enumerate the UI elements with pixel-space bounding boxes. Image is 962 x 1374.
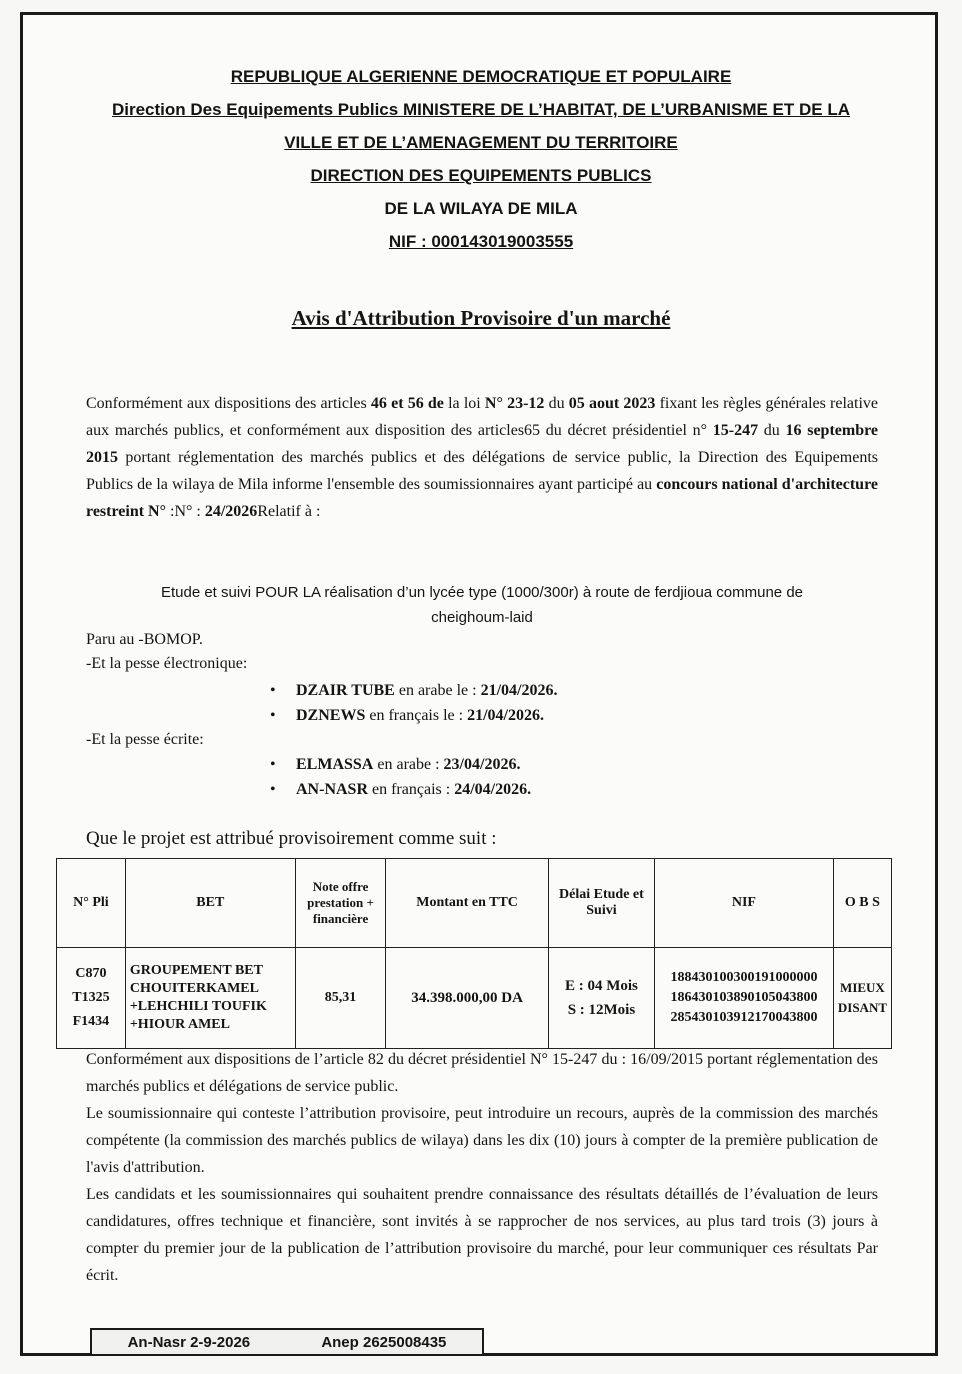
table-row xyxy=(57,948,892,1049)
closing-paragraph-1: Conformément aux dispositions de l’article 82 du décret présidentiel N° 15-247 du : 16/09/2015 portant réglementation des marchés publics et délégations de service public. xyxy=(86,1051,878,1095)
col-header-pli: N° Pli xyxy=(57,859,126,948)
header-line-nif: NIF : 000143019003555 xyxy=(388,232,574,251)
cell-obs: MIEUX DISANT xyxy=(833,948,891,1049)
publication-written-label: -Et la pesse écrite: xyxy=(86,731,204,748)
letterhead xyxy=(0,60,962,258)
col-header-montant: Montant en TTC xyxy=(386,859,549,948)
footer-anep-ref: Anep 2625008435 xyxy=(321,1333,447,1351)
list-item: • AN-NASR en français : 24/04/2026. xyxy=(270,777,531,802)
footer-newspaper-ref: An-Nasr 2-9-2026 xyxy=(127,1333,251,1351)
col-header-obs: O B S xyxy=(833,859,891,948)
notice-title: Avis d'Attribution Provisoire d'un marché xyxy=(291,306,671,330)
intro-paragraph: Conformément aux dispositions des articles 46 et 56 de la loi N° 23-12 du 05 aout 2023 fixant les règles générales relative aux marchés publics, et conformément aux disposition des articles65 du décret présidentiel n° 15-247 du 16 septembre 2015 portant réglementation des marchés publics et des délégations de service public, la Direction des Equipements Publics de la wilaya de Mila informe l'ensemble des soumissionnaires ayant participé au concours national d'architecture restreint N° :N° : 24/2026Relatif à : xyxy=(86,395,879,520)
header-line-ministere: Direction Des Equipements Publics MINISTERE DE L’HABITAT, DE L’URBANISME ET DE LA xyxy=(111,100,850,119)
cell-montant: 34.398.000,00 DA xyxy=(386,948,549,1049)
cell-bet: GROUPEMENT BET CHOUITERKAMEL +LEHCHILI TOUFIK +HIOUR AMEL xyxy=(125,948,295,1049)
electronic-press-list xyxy=(270,678,557,728)
list-item: • DZNEWS en français le : 21/04/2026. xyxy=(270,703,557,728)
object-line-2: cheighoum-laid xyxy=(431,609,533,626)
list-item: • ELMASSA en arabe : 23/04/2026. xyxy=(270,752,531,777)
list-item: • DZAIR TUBE en arabe le : 21/04/2026. xyxy=(270,678,557,703)
closing-paragraph-2: Le soumissionnaire qui conteste l’attribution provisoire, peut introduire un recours, auprès de la commission des marchés compétente (la commission des marchés publics de wilaya) dans les dix (10) jours à compter de la première publication de l'avis d'attribution. xyxy=(86,1105,878,1176)
col-header-nif: NIF xyxy=(655,859,834,948)
attribution-intro: Que le projet est attribué provisoirement comme suit : xyxy=(86,828,497,849)
table-header-row xyxy=(57,859,892,948)
col-header-delai: Délai Etude et Suivi xyxy=(548,859,654,948)
publication-footer-box xyxy=(90,1328,484,1356)
project-object xyxy=(86,580,878,630)
publication-electronic-label: -Et la pesse électronique: xyxy=(86,655,248,672)
col-header-note: Note offre prestation + financière xyxy=(295,859,386,948)
cell-note: 85,31 xyxy=(295,948,386,1049)
header-line-direction: DIRECTION DES EQUIPEMENTS PUBLICS xyxy=(310,166,652,185)
closing-paragraph-3: Les candidats et les soumissionnaires qui souhaitent prendre connaissance des résultats détaillés de l’évaluation de leurs candidatures, offres technique et financière, sont invités à se rapprocher de nos services, au plus tard trois (3) jours à compter du premier jour de la publication de l’attribution provisoire du marché, pour leur communiquer ces résultats Par écrit. xyxy=(86,1186,878,1284)
publication-bomop: Paru au -BOMOP. xyxy=(86,631,203,648)
written-press-list xyxy=(270,752,531,802)
header-line-republique: REPUBLIQUE ALGERIENNE DEMOCRATIQUE ET POPULAIRE xyxy=(230,67,732,86)
col-header-bet: BET xyxy=(125,859,295,948)
cell-delai: E : 04 Mois S : 12Mois xyxy=(548,948,654,1049)
header-line-ville: VILLE ET DE L’AMENAGEMENT DU TERRITOIRE xyxy=(284,133,678,152)
closing-paragraphs xyxy=(86,1046,878,1289)
object-line-1: Etude et suivi POUR LA réalisation d’un lycée type (1000/300r) à route de ferdjioua commune de xyxy=(160,584,804,601)
cell-pli: C870 T1325 F1434 xyxy=(57,948,126,1049)
header-line-wilaya: DE LA WILAYA DE MILA xyxy=(384,199,578,218)
attribution-table xyxy=(56,858,892,1049)
cell-nif: 188430100300191000000 186430103890105043800 285430103912170043800 xyxy=(655,948,834,1049)
